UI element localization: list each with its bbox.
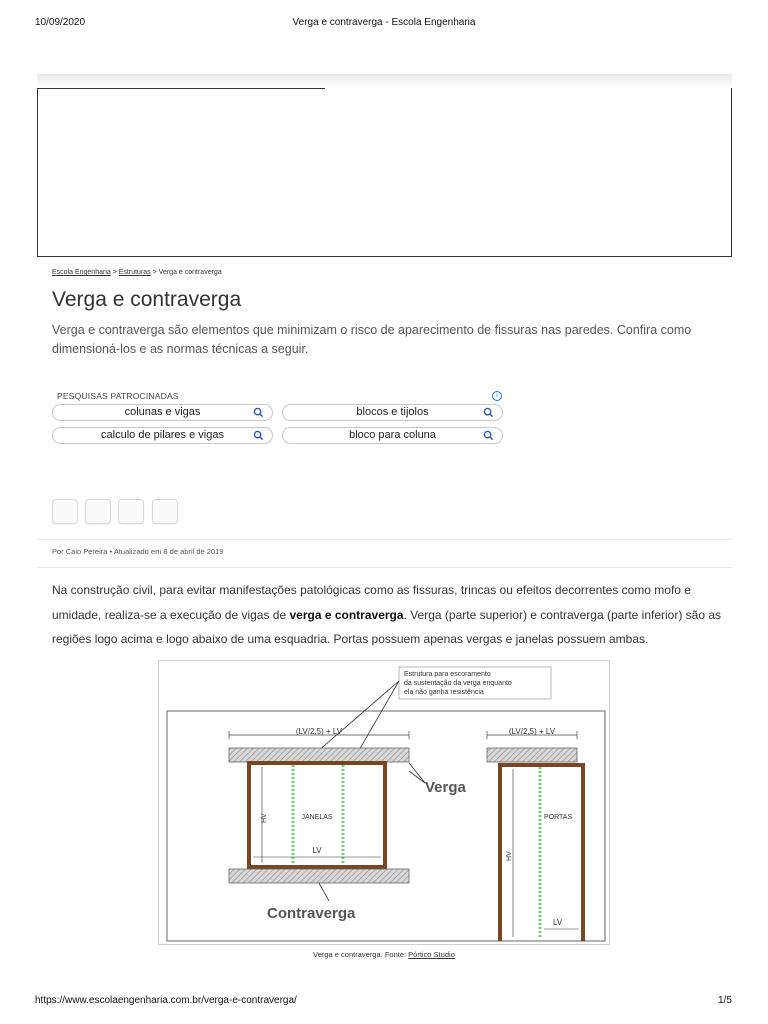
paragraph-text: Na construção civil, para evitar manifestações patológicas como as fissuras, trincas ou efeitos decorrentes como mofo e umidade, realiza-se a execução de vigas de xyxy=(52,583,691,622)
article-lead: Verga e contraverga são elementos que minimizam o risco de aparecimento de fissuras nas paredes. Confira como dimensioná-los e as normas técnicas a seguir. xyxy=(52,323,692,356)
annotation-line-1: Estrutura para escoramento xyxy=(404,671,491,678)
print-doc-title: Verga e contraverga - Escola Engenharia xyxy=(292,17,476,28)
print-url: https://www.escolaengenharia.com.br/verga-e-contraverga/ xyxy=(35,995,297,1006)
hv-label: HV xyxy=(506,851,513,861)
search-icon xyxy=(253,407,264,418)
sponsored-search-3[interactable] xyxy=(52,427,273,444)
breadcrumb-separator: > xyxy=(152,269,157,276)
verga-label: Verga xyxy=(425,779,466,796)
sponsored-search-label: calculo de pilares e vigas xyxy=(101,429,224,441)
share-button-3[interactable] xyxy=(118,499,144,524)
breadcrumb-separator: > xyxy=(112,269,117,276)
print-date: 10/09/2020 xyxy=(35,17,86,28)
search-icon xyxy=(483,430,494,441)
paragraph-bold-text: verga e contraverga xyxy=(289,607,404,622)
share-button-2[interactable] xyxy=(85,499,111,524)
window-label: JANELAS xyxy=(301,814,333,821)
dimension-label: (LV/2,5) + LV xyxy=(295,727,343,736)
contraverga-label: Contraverga xyxy=(267,905,356,922)
breadcrumb-home[interactable]: Escola Engenharia xyxy=(52,269,111,276)
sponsored-search-label: colunas e vigas xyxy=(124,406,201,418)
info-icon[interactable]: i xyxy=(492,391,502,401)
ad-top-border xyxy=(37,88,325,89)
hv-label: HV xyxy=(261,813,268,823)
lv-label: LV xyxy=(553,918,563,927)
article-paragraph xyxy=(52,578,732,652)
breadcrumb-current: Verga e contraverga xyxy=(158,269,222,276)
annotation-line-3: ela não ganha resistência xyxy=(404,689,484,696)
figure-caption xyxy=(0,950,768,959)
print-page-number: 1/5 xyxy=(718,995,732,1006)
sponsored-search-label: blocos e tijolos xyxy=(356,406,429,418)
page-title: Verga e contraverga xyxy=(52,288,242,311)
breadcrumb xyxy=(52,269,222,276)
sponsored-search-2[interactable] xyxy=(282,404,503,421)
paragraph-text: . Verga (parte superior) e contraverga (parte inferior) são as regiões logo acima e logo abaixo de uma esquadria. Portas possuem apenas vergas e janelas possuem ambas. xyxy=(52,607,722,646)
figure-frame xyxy=(158,660,610,945)
ad-shadow xyxy=(37,74,732,88)
share-button-4[interactable] xyxy=(152,499,178,524)
search-icon xyxy=(483,407,494,418)
caption-source-link[interactable]: Pórtico Studio xyxy=(408,950,455,959)
byline: Por Caio Pereira • Atualizado em 8 de abril de 2019 xyxy=(52,547,224,556)
sponsored-search-1[interactable] xyxy=(52,404,273,421)
divider xyxy=(37,567,732,568)
search-icon xyxy=(253,430,264,441)
breadcrumb-category[interactable]: Estruturas xyxy=(118,269,151,276)
verga-beam xyxy=(487,748,577,762)
caption-text: Verga e contraverga. Fonte: xyxy=(313,950,409,959)
dimension-label: (LV/2,5) + LV xyxy=(508,727,556,736)
divider xyxy=(37,539,732,540)
sponsored-label: PESQUISAS PATROCINADAS xyxy=(57,391,179,401)
door-label: PORTAS xyxy=(544,814,573,821)
verga-beam xyxy=(229,748,409,762)
share-button-1[interactable] xyxy=(52,499,78,524)
lv-label: LV xyxy=(312,846,322,855)
ad-placeholder xyxy=(37,88,732,257)
sponsored-search-4[interactable] xyxy=(282,427,503,444)
sponsored-search-label: bloco para coluna xyxy=(349,429,436,441)
annotation-line-2: da sustentação da verga enquanto xyxy=(404,680,512,687)
verga-diagram xyxy=(159,661,609,944)
contraverga-beam xyxy=(229,869,409,883)
